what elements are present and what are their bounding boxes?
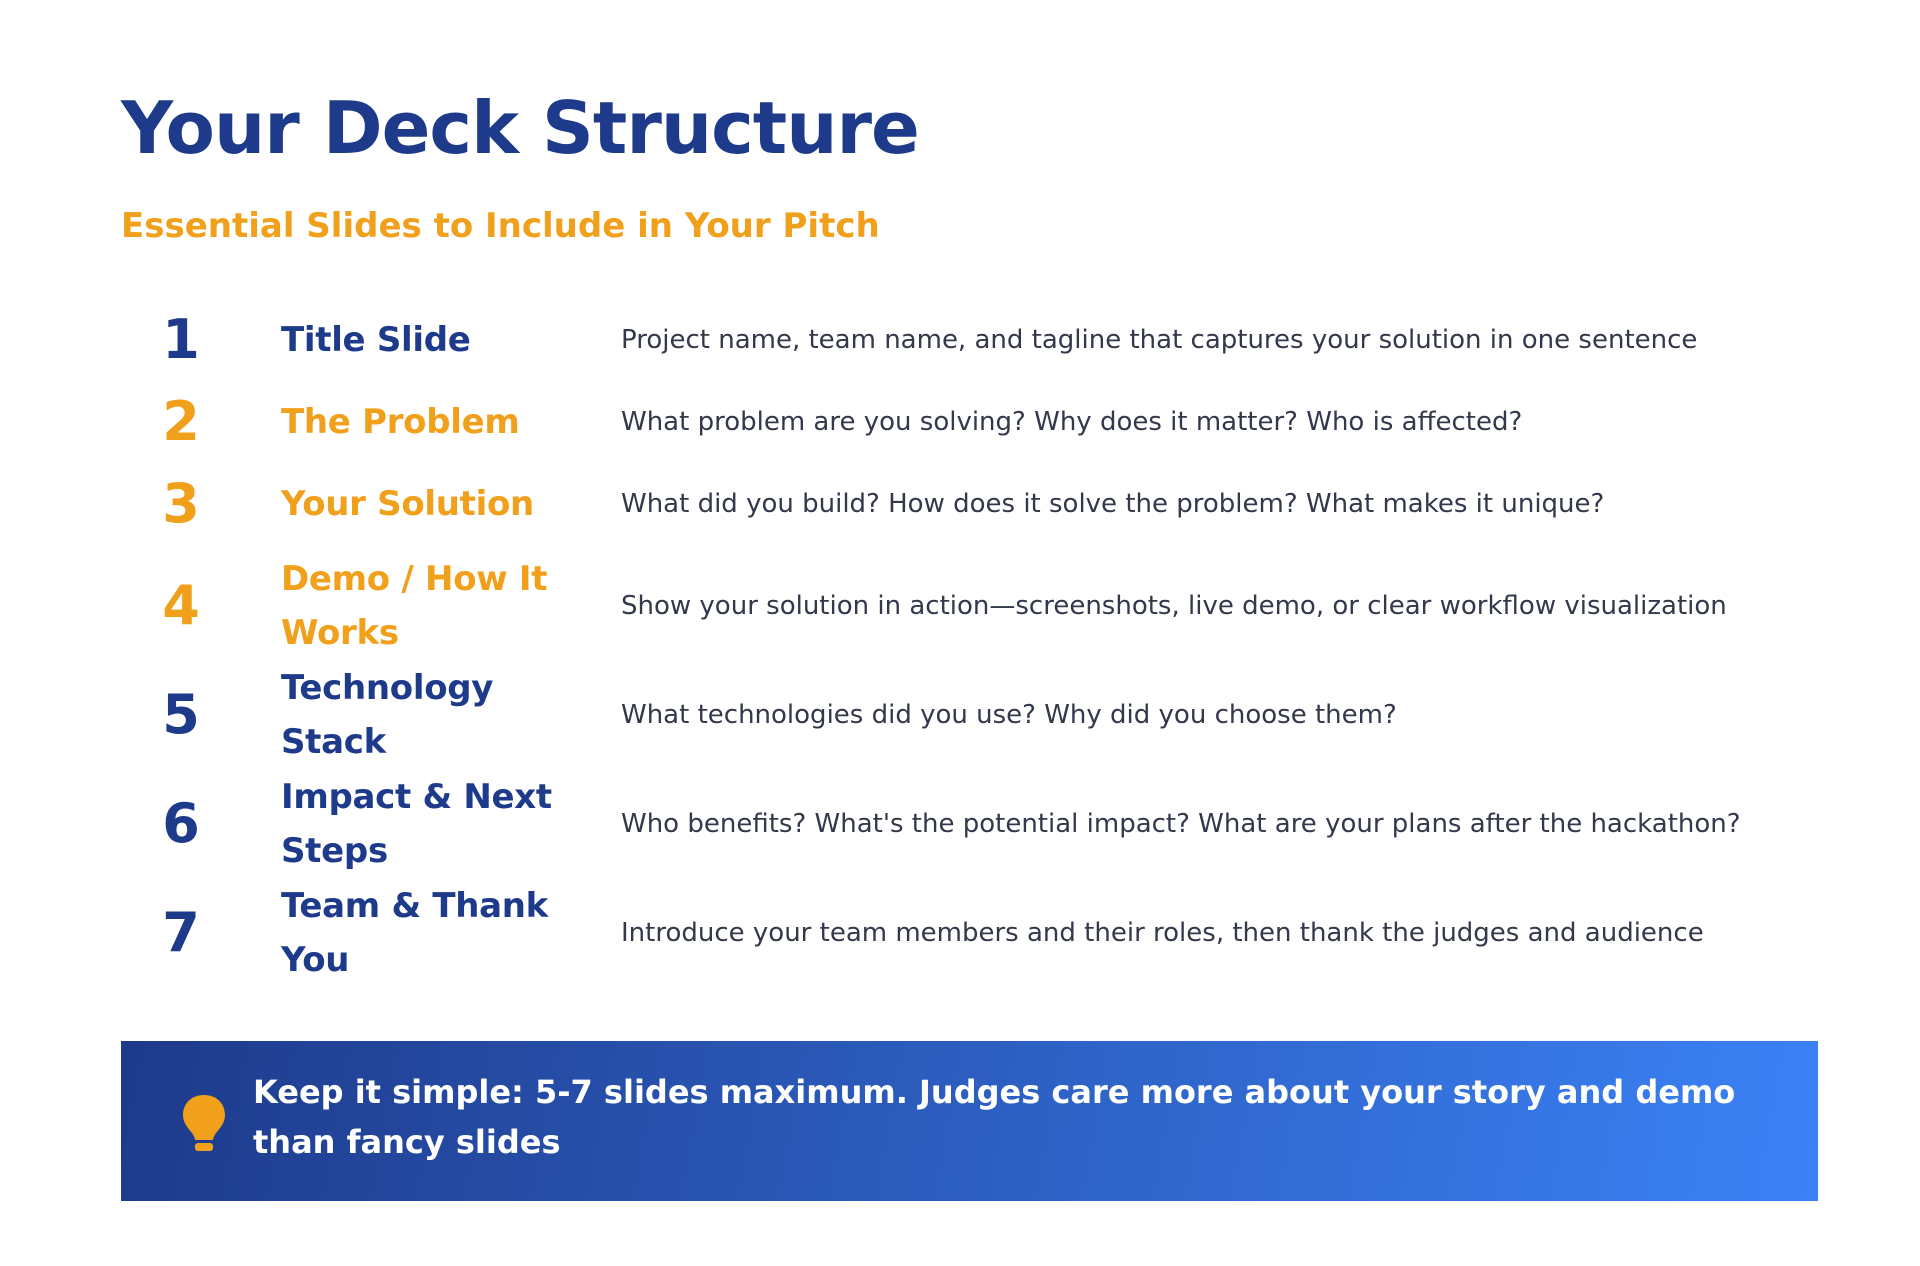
item-number: 2: [162, 390, 200, 453]
item-label: Technology Stack: [281, 668, 494, 762]
tip-text: Keep it simple: 5-7 slides maximum. Judges care more about your story and demo than fancy slides: [253, 1073, 1736, 1161]
item-number: 4: [162, 574, 200, 637]
item-description: Who benefits? What's the potential impact? What are your plans after the hackathon?: [621, 809, 1741, 839]
item-description: Introduce your team members and their roles, then thank the judges and audience: [621, 918, 1704, 948]
item-label: Your Solution: [281, 484, 534, 524]
page-subtitle: Essential Slides to Include in Your Pitch: [121, 206, 880, 246]
list-item: [121, 769, 1821, 879]
item-number: 7: [162, 901, 200, 964]
list-item: [121, 474, 1821, 534]
item-description: What technologies did you use? Why did you choose them?: [621, 700, 1397, 730]
item-label: Demo / How It Works: [281, 559, 548, 653]
list-item: [121, 310, 1821, 370]
lightbulb-bulb: [183, 1095, 225, 1140]
item-number: 5: [162, 683, 200, 746]
item-description: Show your solution in action—screenshots, live demo, or clear workflow visualization: [621, 591, 1727, 621]
page-title: Your Deck Structure: [121, 86, 919, 170]
list-item: [121, 878, 1821, 988]
item-description: Project name, team name, and tagline that captures your solution in one sentence: [621, 325, 1698, 355]
list-item: [121, 551, 1821, 661]
item-description: What problem are you solving? Why does it matter? Who is affected?: [621, 407, 1523, 437]
item-label: Title Slide: [281, 320, 471, 360]
item-label: The Problem: [281, 402, 520, 442]
item-number: 6: [162, 792, 200, 855]
item-label: Team & Thank You: [281, 886, 548, 980]
item-number: 1: [162, 308, 200, 371]
item-number: 3: [162, 472, 200, 535]
list-item: [121, 392, 1821, 452]
lightbulb-icon: [179, 1093, 229, 1153]
item-label: Impact & Next Steps: [281, 777, 552, 871]
tip-banner: [121, 1041, 1818, 1201]
list-item: [121, 660, 1821, 770]
lightbulb-base: [195, 1143, 213, 1151]
item-description: What did you build? How does it solve the problem? What makes it unique?: [621, 489, 1605, 519]
